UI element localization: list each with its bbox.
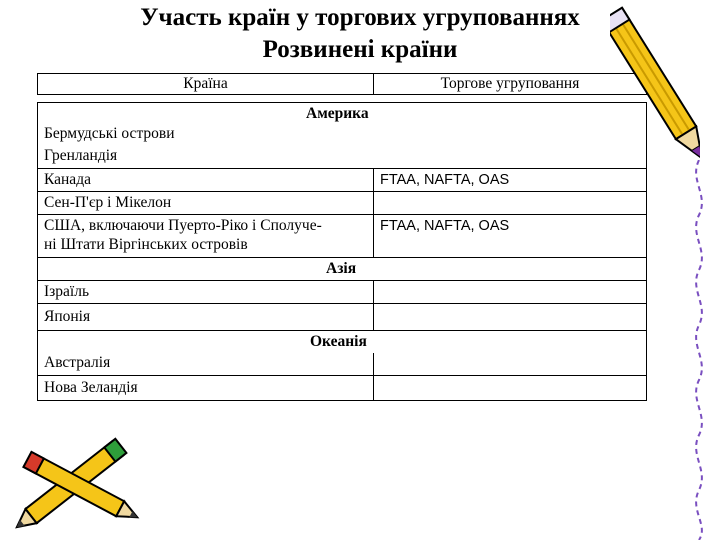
header-trade-group: Торгове угруповання [440, 75, 580, 92]
list-item: Сен-П'єр і Мікелон [44, 194, 172, 211]
slide-title: Участь країн у торгових угрупованнях [140, 4, 580, 31]
trade-group-cell: FTAA, NAFTA, OAS [380, 172, 510, 188]
trade-group-cell: FTAA, NAFTA, OAS [380, 218, 510, 234]
wavy-line-decoration [684, 160, 714, 540]
list-item: Японія [44, 308, 91, 325]
crossed-pencils-icon [0, 428, 150, 538]
section-asia: Азія [326, 260, 357, 277]
countries-table [37, 102, 647, 401]
slide-subtitle: Розвинені країни [262, 36, 458, 63]
section-oceania: Океанія [310, 333, 367, 350]
list-item: Бермудські острови [44, 125, 175, 142]
table-header [37, 73, 647, 95]
list-item: Австралія [44, 354, 111, 371]
section-america: Америка [306, 105, 369, 122]
pencil-icon [610, 0, 700, 175]
list-item: Гренландія [44, 147, 118, 164]
list-item: Нова Зеландія [44, 379, 138, 396]
list-item-continued: ні Штати Віргінських островів [44, 236, 248, 253]
list-item: Ізраїль [44, 283, 90, 300]
list-item: Канада [44, 171, 91, 188]
list-item: США, включаючи Пуерто-Ріко і Сполуче- [44, 217, 322, 234]
header-country: Країна [183, 75, 228, 92]
